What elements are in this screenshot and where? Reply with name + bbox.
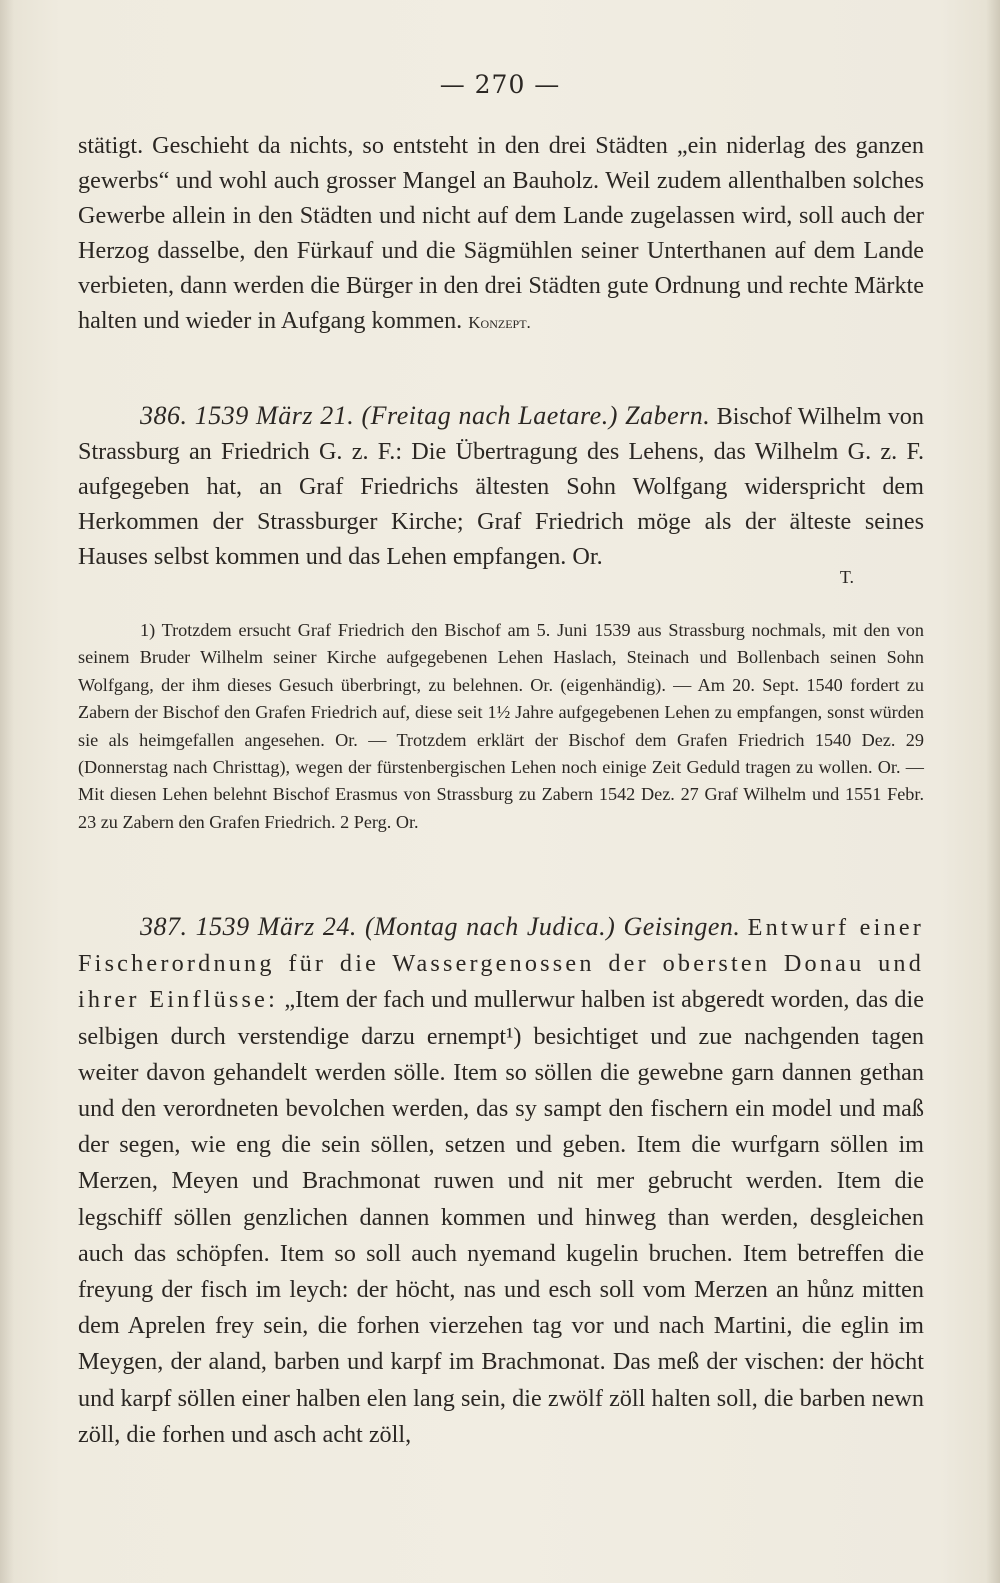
entry-387-body: „Item der fach und mullerwur halben ist abgeredt worden, das die selbigen durch verstendige darzu ernempt¹) besichtiget und zue nachgenden tagen weiter davon gehandelt werden sölle. Item so söllen die gewebne garn dannen gethan und den verordneten bevolchen werden, das sy sampt den fischern ein model und maß der segen, wie eng die sein söllen, setzen und geben. Item die wurfgarn söllen im Merzen, Meyen und Brachmonat ruwen und nit mer gebrucht werden. Item die legschiff söllen genzlichen dannen kommen und hinweg than werden, desgleichen auch das schöpfen. Item so soll auch nyemand kugelin bruchen. Item betreffen die freyung der fisch im leych: der höcht, nas und esch soll vom Merzen an hůnz mitten dem Aprelen frey sein, die forhen vierzehen tag vor und nach Martini, die eglin im Meygen, der aland, barben und karpf im Brachmonat. Das meß der vischen: der höcht und karpf söllen einer halben elen lang sein, die zwölf zöll halten soll, die barben newn zöll, die forhen und asch acht zöll, — [78, 986, 924, 1448]
page-number: — 270 — — [439, 70, 561, 99]
entry-386 — [78, 398, 924, 588]
continuation-text: stätigt. Geschieht da nichts, so entsteht in den drei Städten „ein niderlag des ganzen gewerbs“ und wohl auch grosser Mangel an Bauholz. Weil zudem allenthalben solches Gewerbe allein in den Städten und nicht auf dem Lande zugelassen wird, soll auch der Herzog dasselbe, den Fürkauf und die Sägmühlen seiner Unterthanen auf dem Lande verbieten, dann werden die Bürger in den drei Städten gute Ordnung und rechte Märkte halten und wieder in Aufgang kommen. — [78, 132, 924, 334]
entry-386-body: Bischof Wilhelm von Strassburg an Friedrich G. z. F.: Die Übertragung des Lehens, das Wilhelm G. z. F. aufgegeben hat, an Graf Friedrichs ältesten Sohn Wolfgang widerspricht dem Herkommen der Strassburger Kirche; Graf Friedrich möge als der älteste seines Hauses selbst kommen und das Lehen empfangen. — [78, 403, 924, 570]
page-edge-shadow-left — [0, 0, 14, 1583]
entry-386-heading: 386. 1539 März 21. (Freitag nach Laetare.) Zabern. — [140, 401, 711, 430]
entry-386-source: Or. — [572, 543, 603, 570]
page-edge-shadow-right — [986, 0, 1000, 1583]
continuation-source: Konzept. — [468, 313, 531, 332]
entry-387-title: Entwurf einer Fischerordnung für die Wassergenossen der obersten Donau und ihrer Einflüsse: — [78, 914, 925, 1014]
entry-387 — [78, 909, 924, 1453]
entry-386-tail: T. — [839, 567, 854, 587]
continuation-paragraph — [78, 128, 924, 340]
entry-387-heading: 387. 1539 März 24. (Montag nach Judica.) Geisingen. — [140, 912, 741, 941]
footnote-text: 1) Trotzdem ersucht Graf Friedrich den Bischof am 5. Juni 1539 aus Strassburg nochmals, mit den von seinem Bruder Wilhelm seiner Kirche aufgegebenen Lehen Haslach, Steinach und Bollenbach seinen Sohn Wolfgang, der ihm dieses Gesuch überbringt, zu belehnen. Or. (eigenhändig). — Am 20. Sept. 1540 fordert zu Zabern der Bischof den Grafen Friedrich auf, diese seit 1½ Jahre aufgegebenen Lehen zu empfangen, sonst würden sie als heimgefallen angesehen. Or. — Trotzdem erklärt der Bischof dem Grafen Friedrich 1540 Dez. 29 (Donnerstag nach Christtag), wegen der fürstenbergischen Lehen noch einige Zeit Geduld tragen zu wollen. Or. — Mit diesen Lehen belehnt Bischof Erasmus von Strassburg zu Zabern 1542 Dez. 27 Graf Wilhelm und 1551 Febr. 23 zu Zabern den Grafen Friedrich. 2 Perg. Or. — [78, 620, 924, 832]
footnote — [78, 617, 924, 836]
